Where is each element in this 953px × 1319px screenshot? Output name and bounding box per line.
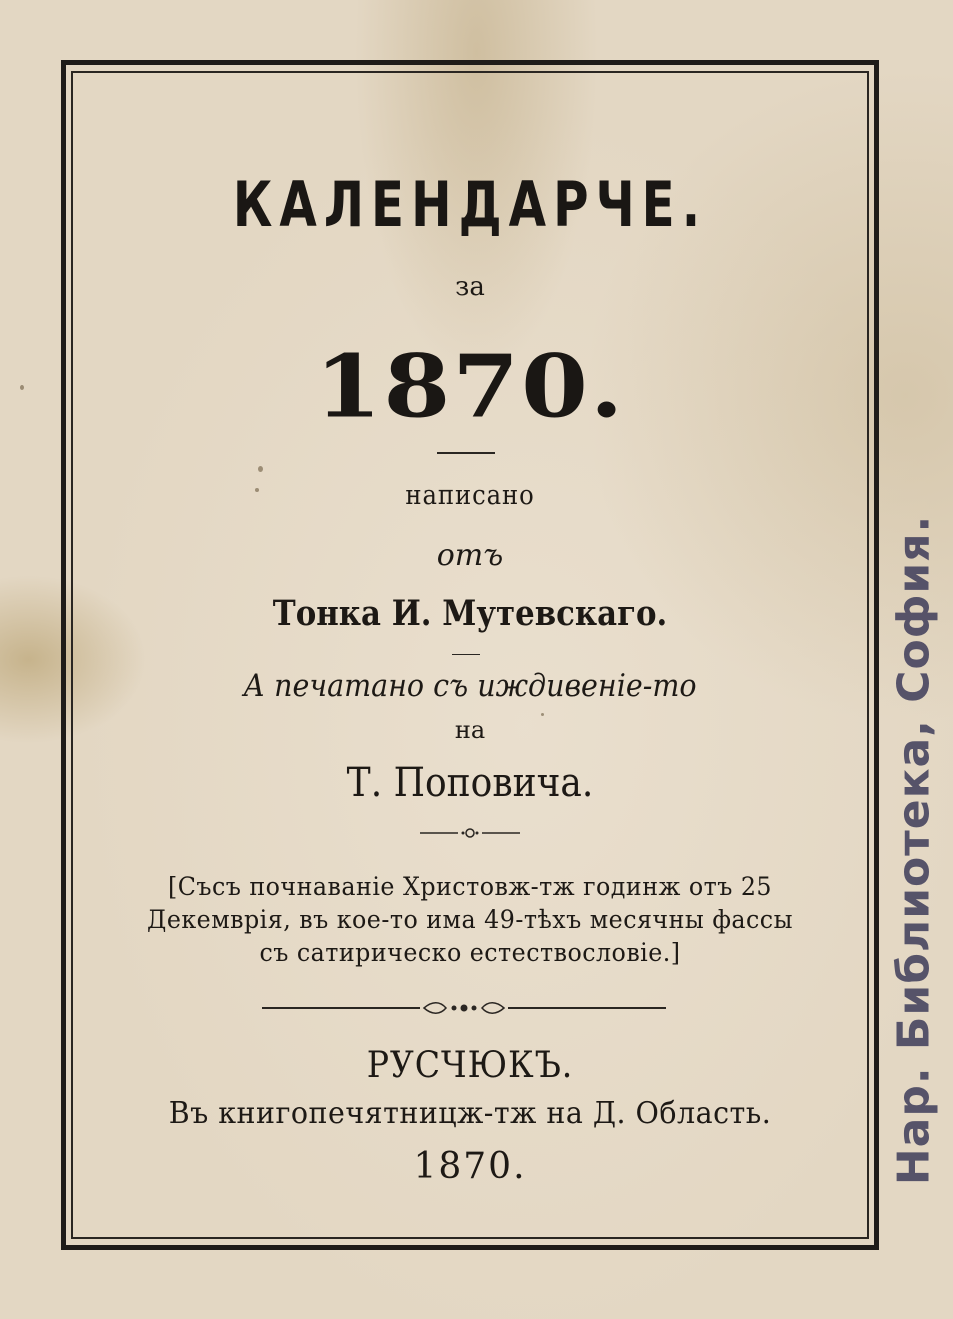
divider-short: [437, 452, 495, 454]
printed-line: А печатано съ иждивеніе-то: [243, 668, 697, 704]
description-line-1: [Съсъ почнаваніе Христовж-тж годинж отъ 25: [167, 872, 773, 901]
library-stamp: Нар. Библиотека, София.: [888, 514, 940, 1186]
description-line-3: съ сатирическо естествословіе.]: [259, 938, 681, 967]
publisher-name: Т. Поповича.: [346, 760, 594, 806]
on-label: на: [454, 716, 486, 744]
paper-speck: [258, 466, 263, 472]
by-label: отъ: [436, 538, 504, 573]
book-title: КАЛЕНДАРЧЕ.: [232, 168, 708, 241]
ornament-divider-large: [262, 998, 666, 1018]
description-line-2: Декемврія, въ кое-то има 49-тѣхъ месячны фассы: [147, 905, 793, 934]
year-large: 1870.: [314, 335, 626, 438]
ornament-divider-small: [418, 826, 522, 840]
imprint-year: 1870.: [413, 1146, 527, 1187]
written-label: написано: [405, 480, 535, 511]
paper-speck: [255, 488, 259, 492]
divider-tiny: [452, 654, 480, 655]
imprint-city: РУСЧЮКЪ.: [366, 1045, 574, 1086]
paper-speck: [20, 385, 24, 390]
imprint-press: Въ книгопечятницж-тж на Д. Область.: [168, 1096, 772, 1131]
paper-speck: [541, 713, 544, 716]
author-name: Тонка И. Мутевскаго.: [272, 593, 668, 634]
for-word: за: [455, 272, 485, 302]
